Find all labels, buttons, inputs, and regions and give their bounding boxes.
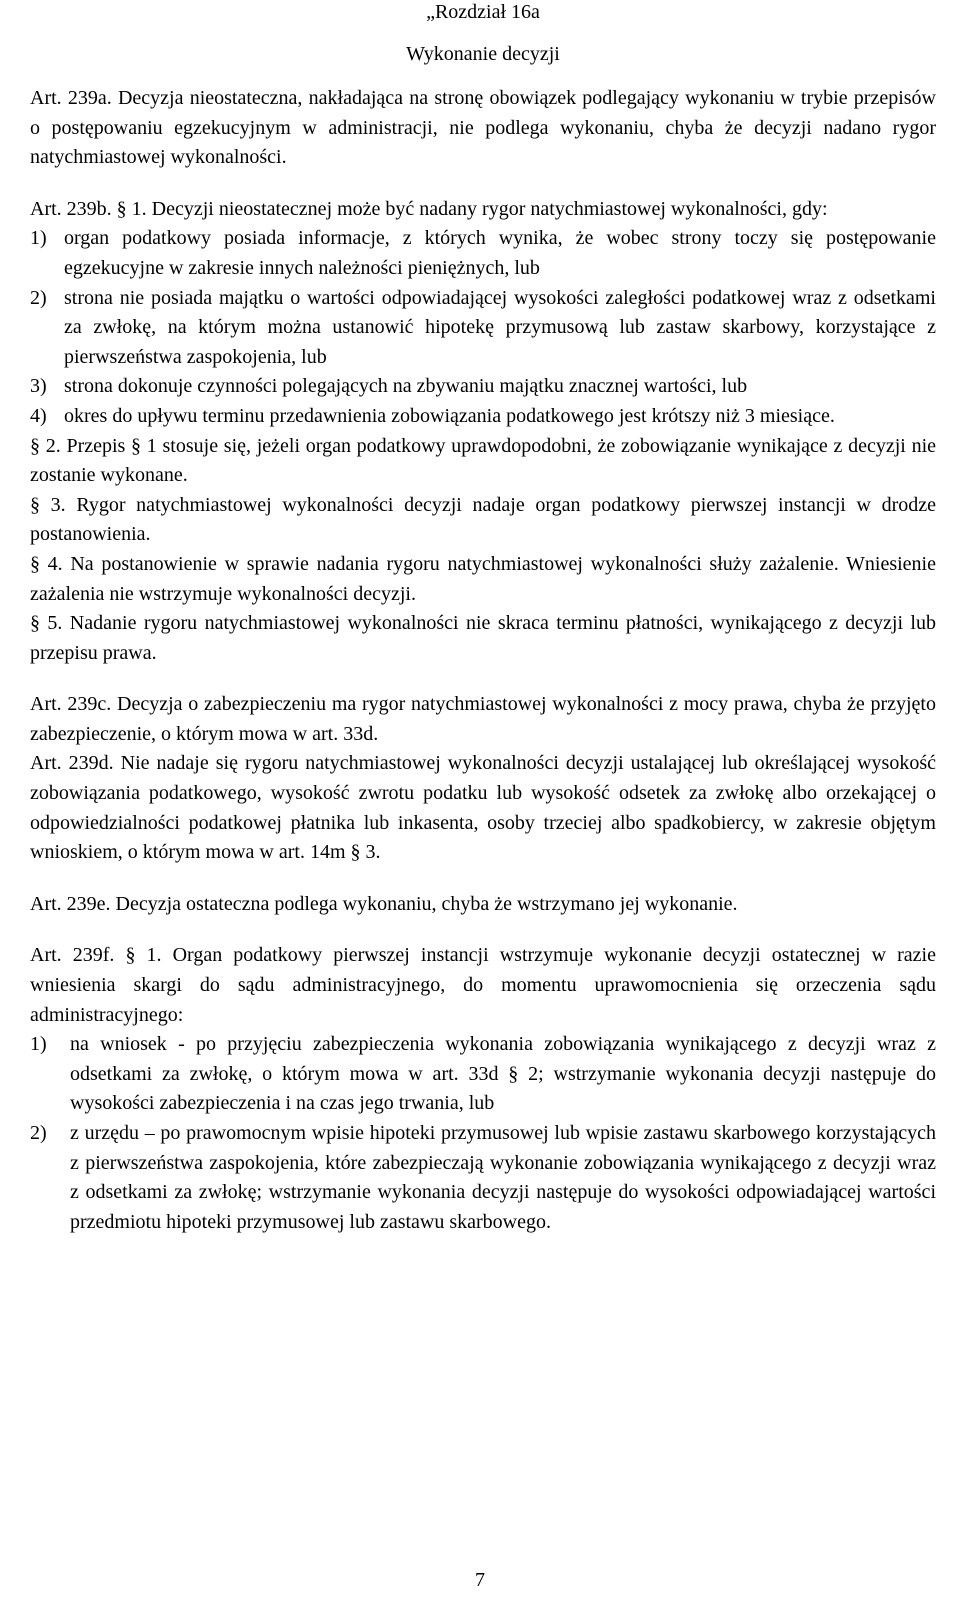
list-item-text: organ podatkowy posiada informacje, z których wynika, że wobec strony toczy się postępowanie egzekucyjne w zakresie innych należności pieniężnych, lub: [64, 227, 936, 279]
article-239d: Art. 239d. Nie nadaje się rygoru natychmiastowej wykonalności decyzji ustalającej lub określającej wysokość zobowiązania podatkowego, wysokość zwrotu podatku lub wysokość odsetek za zwłokę albo orzekającej o odpowiedzialności podatkowej płatnika lub inkasenta, osoby trzeciej albo spadkobiercy, w zakresie objętym wnioskiem, o którym mowa w art. 14m § 3.: [30, 752, 936, 864]
list-item-text: okres do upływu terminu przedawnienia zobowiązania podatkowego jest krótszy niż 3 miesiące.: [64, 404, 835, 427]
list-item: [30, 372, 936, 402]
article-239f-intro: Art. 239f. § 1. Organ podatkowy pierwszej instancji wstrzymuje wykonanie decyzji ostatecznej w razie wniesienia skargi do sądu administracyjnego, do momentu uprawomocnienia się orzeczenia sądu administracyjnego:: [30, 944, 936, 1026]
article-239b-par3: § 3. Rygor natychmiastowej wykonalności decyzji nadaje organ podatkowy pierwszej instancji w drodze postanowienia.: [30, 493, 936, 546]
list-item: [30, 402, 936, 432]
list-item-text: na wniosek - po przyjęciu zabezpieczenia wykonania zobowiązania wynikającego z decyzji wraz z odsetkami za zwłokę, o którym mowa w art. 33d § 2; wstrzymanie wykonania decyzji następuje do wysokości zabezpieczenia i na czas jego trwania, lub: [70, 1033, 936, 1115]
chapter-title: Wykonanie decyzji: [406, 43, 560, 65]
list-item-number: 1): [30, 1033, 47, 1056]
article-239a: Art. 239a. Decyzja nieostateczna, nakładająca na stronę obowiązek podlegający wykonaniu w trybie przepisów o postępowaniu egzekucyjnym w administracji, nie podlega wykonaniu, chyba że decyzji nadano rygor natychmiastowej wykonalności.: [30, 87, 936, 169]
list-item-text: strona nie posiada majątku o wartości odpowiadającej wysokości zaległości podatkowej wraz z odsetkami za zwłokę, na którym można ustanowić hipotekę przymusową lub zastaw skarbowy, korzystające z pierwszeństwa zaspokojenia, lub: [64, 286, 936, 368]
list-item-text: z urzędu – po prawomocnym wpisie hipoteki przymusowej lub wpisie zastawu skarbowego korzystających z pierwszeństwa zaspokojenia, które zabezpieczają wykonanie zobowiązania wynikającego z decyzji wraz z odsetkami za zwłokę; wstrzymanie wykonania decyzji następuje do wysokości odpowiadającej wartości przedmiotu hipoteki przymusowej lub zastawu skarbowego.: [70, 1122, 936, 1233]
article-239b-list: [30, 224, 936, 431]
article-239b-par5: § 5. Nadanie rygoru natychmiastowej wykonalności nie skraca terminu płatności, wynikającego z decyzji lub przepisu prawa.: [30, 612, 936, 664]
article-239b-par4: § 4. Na postanowienie w sprawie nadania rygoru natychmiastowej wykonalności służy zażalenie. Wniesienie zażalenia nie wstrzymuje wykonalności decyzji.: [30, 552, 936, 605]
list-item-number: 2): [30, 286, 47, 309]
article-239b-par2: § 2. Przepis § 1 stosuje się, jeżeli organ podatkowy uprawdopodobni, że zobowiązanie wynikające z decyzji nie zostanie wykonane.: [30, 434, 936, 487]
article-239f-list: [30, 1030, 936, 1237]
article-239e: Art. 239e. Decyzja ostateczna podlega wykonaniu, chyba że wstrzymano jej wykonanie.: [30, 892, 738, 915]
list-item: [30, 284, 936, 373]
list-item-number: 1): [30, 227, 47, 250]
article-239c: Art. 239c. Decyzja o zabezpieczeniu ma rygor natychmiastowej wykonalności z mocy prawa, chyba że przyjęto zabezpieczenie, o którym mowa w art. 33d.: [30, 693, 936, 745]
list-item-number: 2): [30, 1122, 47, 1144]
list-item-number: 4): [30, 404, 47, 427]
list-item-text: strona dokonuje czynności polegających na zbywaniu majątku znacznej wartości, lub: [64, 375, 748, 398]
chapter-heading: „Rozdział 16a: [426, 1, 540, 23]
list-item: [30, 1119, 936, 1237]
page-number: 7: [475, 1569, 485, 1591]
list-item: [30, 224, 936, 283]
document-body: [30, 0, 936, 1237]
list-item-number: 3): [30, 375, 47, 398]
article-239b-intro: Art. 239b. § 1. Decyzji nieostatecznej może być nadany rygor natychmiastowej wykonalności, gdy:: [30, 197, 828, 220]
list-item: [30, 1030, 936, 1119]
